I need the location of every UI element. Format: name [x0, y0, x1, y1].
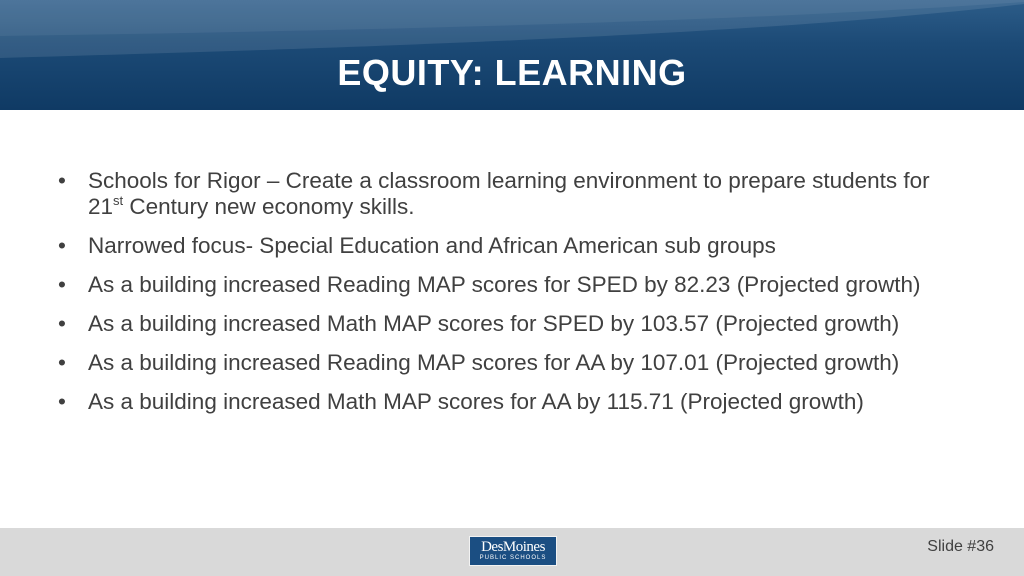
bullet-item-reading-aa — [58, 350, 958, 376]
bullet-symbol: • — [58, 350, 66, 375]
bullet-text: As a building increased Math MAP scores for AA by 115.71 (Projected growth) — [88, 389, 864, 414]
bullet-superscript: st — [113, 193, 124, 208]
bullet-item-math-sped — [58, 311, 958, 337]
bullet-item-focus — [58, 233, 958, 259]
bullet-text-continued: Century new economy skills. — [123, 194, 415, 219]
slide-title: EQUITY: LEARNING — [337, 52, 687, 93]
bullet-symbol: • — [58, 389, 66, 414]
bullet-text: As a building increased Math MAP scores for SPED by 103.57 (Projected growth) — [88, 311, 900, 336]
bullet-text: Schools for Rigor – Create a classroom learning environment to prepare students for 21 — [88, 168, 930, 219]
footer-bar — [0, 528, 1024, 576]
bullet-text: As a building increased Reading MAP scores for AA by 107.01 (Projected growth) — [88, 350, 900, 375]
bullet-symbol: • — [58, 233, 66, 258]
bullet-symbol: • — [58, 168, 66, 193]
slide-number: Slide #36 — [927, 538, 994, 555]
title-banner — [0, 0, 1024, 110]
bullet-list — [58, 168, 958, 415]
logo-subtitle: PUBLIC SCHOOLS — [479, 555, 547, 561]
bullet-text: Narrowed focus- Special Education and African American sub groups — [88, 233, 776, 258]
bullet-symbol: • — [58, 272, 66, 297]
bullet-text: As a building increased Reading MAP scores for SPED by 82.23 (Projected growth) — [88, 272, 921, 297]
bullet-item-reading-sped — [58, 272, 958, 298]
slide-body — [58, 168, 958, 428]
des-moines-public-schools-logo — [469, 536, 557, 566]
bullet-item-rigor — [58, 168, 958, 220]
logo-name: DesMoines — [481, 539, 545, 555]
bullet-item-math-aa — [58, 389, 958, 415]
bullet-symbol: • — [58, 311, 66, 336]
